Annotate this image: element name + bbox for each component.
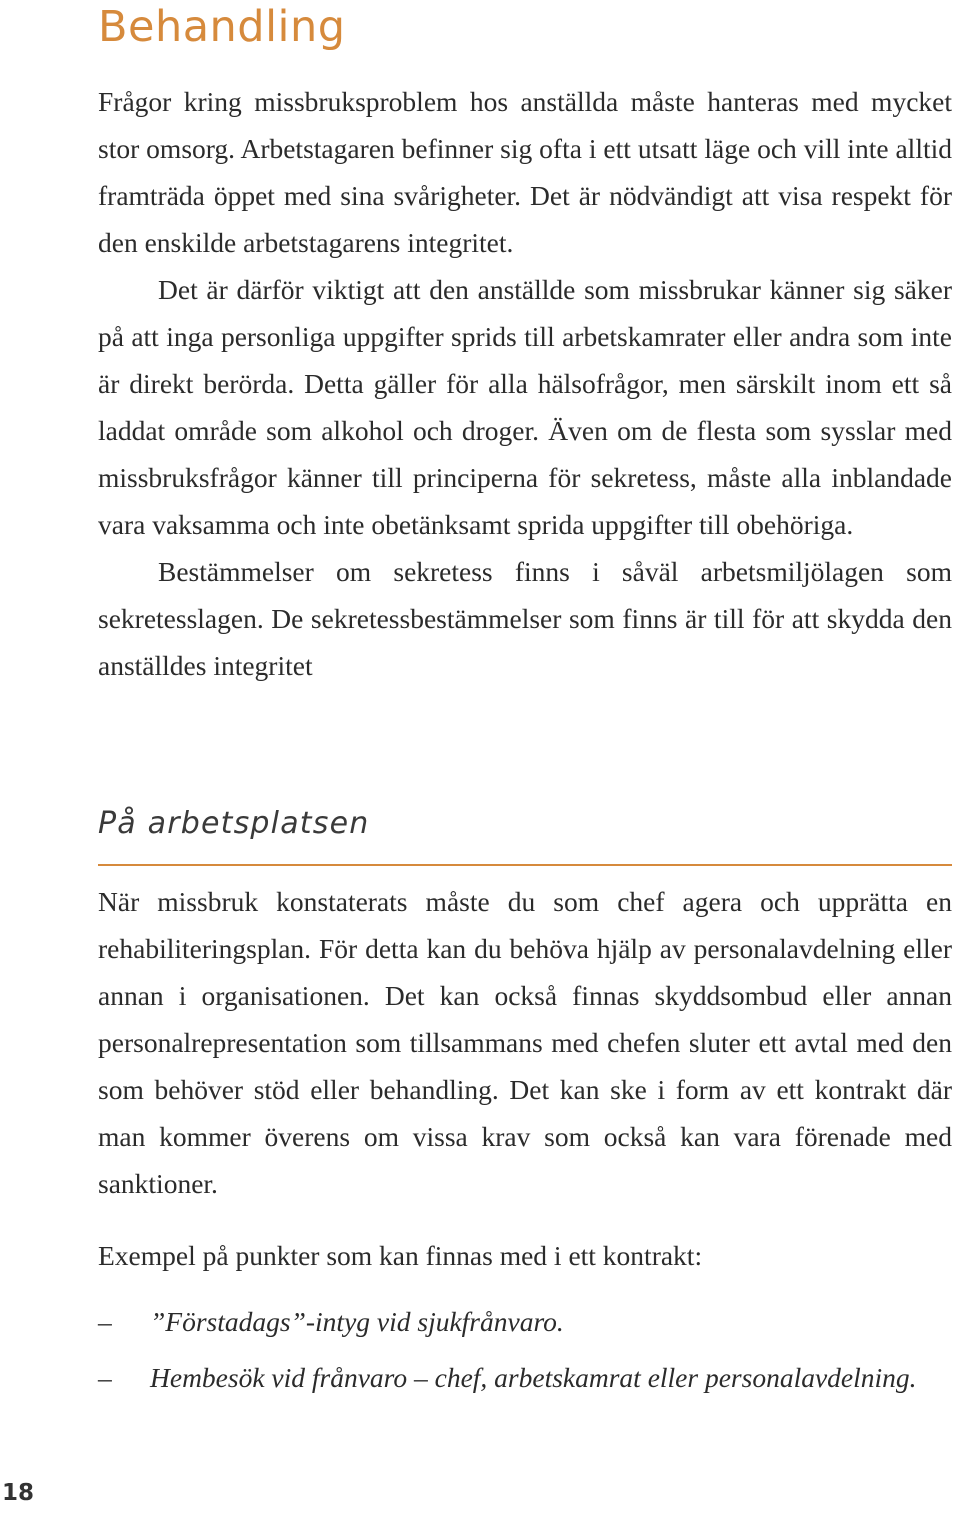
- contract-points-list: [98, 1298, 958, 1410]
- page-title: Behandling: [98, 2, 346, 52]
- list-item-text: Hembesök vid frånvaro – chef, arbetskamrat eller personalavdelning.: [150, 1362, 917, 1393]
- contract-lead-text: Exempel på punkter som kan finnas med i ett kontrakt:: [98, 1240, 703, 1271]
- section-divider: [98, 864, 952, 866]
- section-heading: På arbetsplatsen: [98, 806, 370, 841]
- list-item-text: ”Förstadags”-intyg vid sjukfrånvaro.: [150, 1306, 564, 1337]
- intro-paragraph-1: Frågor kring missbruksproblem hos anställda måste hanteras med mycket stor omsorg. Arbetstagaren befinner sig ofta i ett utsatt läge och vill inte alltid framträda öppet med sina svårigheter. Det är nödvändigt att visa respekt för den enskilde arbetstagarens integritet.: [98, 86, 952, 258]
- list-item: [98, 1354, 958, 1410]
- dash-bullet: –: [98, 1306, 112, 1337]
- dash-bullet: –: [98, 1362, 112, 1393]
- section-text: [98, 878, 952, 1207]
- intro-text: [98, 78, 952, 689]
- section-paragraph-1: När missbruk konstaterats måste du som chef agera och upprätta en rehabiliteringsplan. För detta kan du behöva hjälp av personalavdelning eller annan i organisationen. Det kan också finnas skyddsombud eller annan personalrepresentation som tillsammans med chefen sluter ett avtal med den som behöver stöd eller behandling. Det kan ske i form av ett kontrakt där man kommer överens om vissa krav som också kan vara förenade med sanktioner.: [98, 886, 952, 1199]
- page-number: 18: [1, 1480, 34, 1506]
- intro-paragraph-2: Det är därför viktigt att den anställde som missbrukar känner sig säker på att inga personliga uppgifter sprids till arbetskamrater eller andra som inte är direkt berörda. Detta gäller för alla hälsofrågor, men särskilt inom ett så laddat område som alkohol och droger. Även om de flesta som sysslar med missbruksfrågor känner till principerna för sekretess, måste alla inblandade vara vaksamma och inte obetänksamt sprida uppgifter till obehöriga.: [98, 274, 952, 540]
- intro-paragraph-3: Bestämmelser om sekretess finns i såväl arbetsmiljölagen som sekretesslagen. De sekretessbestämmelser som finns är till för att skydda den anställdes integritet: [98, 556, 952, 681]
- list-item: [98, 1298, 958, 1354]
